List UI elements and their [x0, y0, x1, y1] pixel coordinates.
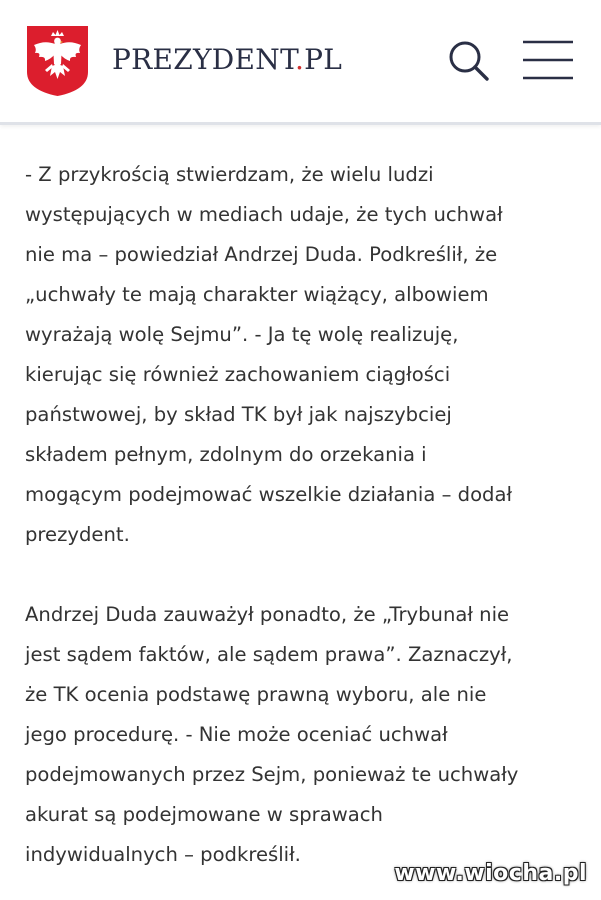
text-line: występujących w mediach udaje, że tych uchwał [25, 203, 503, 226]
site-name-main: PREZYDENT [112, 43, 295, 76]
text-line: akurat są podejmowane w sprawach [25, 803, 383, 826]
text-line: podejmowanych przez Sejm, ponieważ te uchwały [25, 763, 519, 786]
text-line: Andrzej Duda zauważył ponadto, że „Trybunał nie [25, 603, 510, 626]
article-paragraph-1 [25, 155, 585, 555]
site-header [0, 0, 601, 125]
text-line: „uchwały te mają charakter wiążący, albowiem [25, 283, 489, 306]
article-paragraph-2 [25, 595, 585, 875]
text-line: prezydent. [25, 523, 130, 546]
article-body [25, 155, 585, 875]
text-line: składem pełnym, zdolnym do orzekania i [25, 443, 427, 466]
text-line: - Z przykrością stwierdzam, że wielu ludzi [25, 163, 434, 186]
watermark-text: www.wiocha.pl [394, 861, 587, 886]
text-line: jego procedurę. - Nie może oceniać uchwał [25, 723, 448, 746]
polish-eagle-emblem-icon[interactable] [25, 24, 90, 98]
text-line: jest sądem faktów, ale sądem prawa”. Zaznaczył, [25, 643, 513, 666]
text-line: indywidualnych – podkreślił. [25, 843, 301, 866]
text-line: mogącym podejmować wszelkie działania – dodał [25, 483, 513, 506]
text-line: państwowej, by skład TK był jak najszybciej [25, 403, 452, 426]
search-icon[interactable] [446, 38, 492, 84]
site-logo-text[interactable] [112, 40, 342, 80]
site-name-tld: PL [304, 43, 343, 76]
text-line: że TK ocenia podstawę prawną wyboru, ale nie [25, 683, 487, 706]
hamburger-menu-icon[interactable] [521, 38, 575, 84]
text-line: wyrażają wolę Sejmu”. - Ja tę wolę realizuję, [25, 323, 459, 346]
text-line: kierując się również zachowaniem ciągłości [25, 363, 451, 386]
text-line: nie ma – powiedział Andrzej Duda. Podkreślił, że [25, 243, 498, 266]
site-name-dot: . [294, 43, 305, 76]
